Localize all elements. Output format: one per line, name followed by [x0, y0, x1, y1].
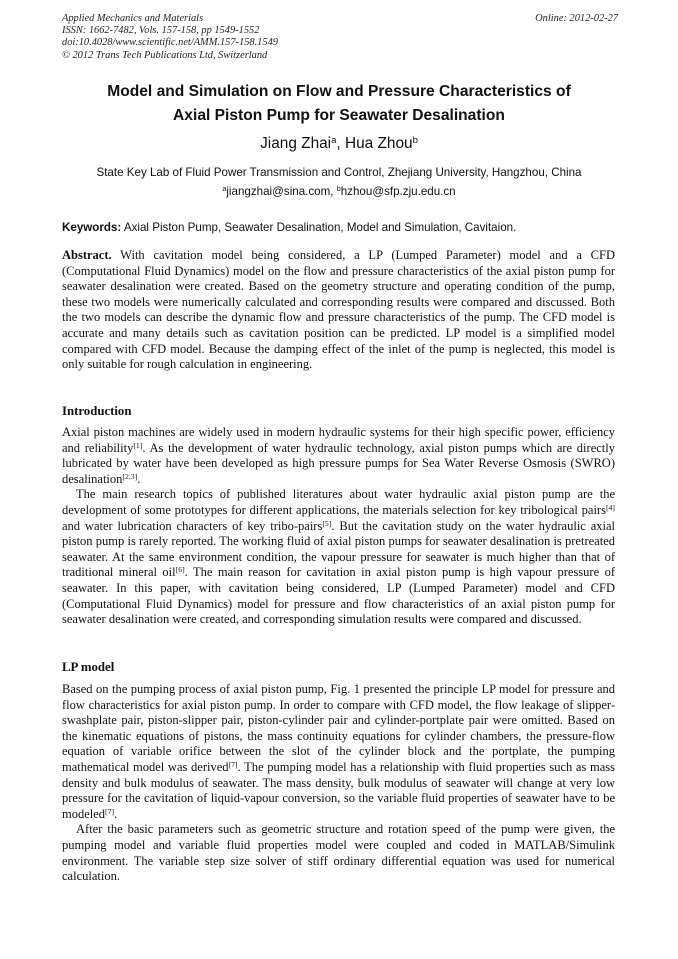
intro-p1-text-b: . As the development of water hydraulic technology, axial piston pumps which are directly lubricated by water have been developed as high pressure pumps for Sea Water Reverse Osmosis (SWRO) desalination: [62, 440, 615, 486]
citation[interactable]: [6]: [175, 565, 185, 575]
citation[interactable]: [4]: [605, 502, 615, 512]
intro-p1-text-c: .: [137, 471, 141, 486]
journal-name: Applied Mechanics and Materials: [62, 13, 204, 24]
online-date: Online: 2012-02-27: [535, 13, 618, 24]
intro-paragraph-1: [62, 425, 615, 487]
affiliation: State Key Lab of Fluid Power Transmission and Control, Zhejiang University, Hangzhou, China: [96, 166, 582, 179]
author-2: Hua Zhou: [344, 135, 413, 152]
paper-title: [40, 80, 638, 128]
intro-p2-text-a: The main research topics of published literatures about water hydraulic axial piston pump are the development of some prototypes for different applications, the materials selection for key tribological pairs: [62, 487, 615, 517]
intro-p2-text-b: and water lubrication characters of key tribo-pairs: [62, 518, 323, 533]
author-emails: [40, 182, 638, 202]
section-heading-lp-model: LP model: [62, 660, 115, 674]
section-heading-introduction: Introduction: [62, 404, 132, 418]
author-1: Jiang Zhai: [260, 135, 332, 152]
title-line-2: Axial Piston Pump for Seawater Desalination: [173, 107, 505, 124]
title-line-1: Model and Simulation on Flow and Pressure Characteristics of: [107, 83, 571, 100]
author-separator: ,: [336, 135, 345, 152]
abstract-label: Abstract.: [62, 248, 112, 262]
intro-p2-text-d: . The main reason for cavitation in axial piston pump is high vapour pressure of seawater. In this paper, with cavitation being considered, LP (Lumped Parameter) model and CFD (Computational Fluid Dynamics) model for pressure and flow characteristics of an axial piston pump for seawater desalination were created, and corresponding simulation results were compared and discussed.: [62, 565, 615, 627]
email-b-mark: b: [336, 184, 341, 194]
copyright-line: © 2012 Trans Tech Publications Ltd, Switzerland: [62, 49, 268, 61]
lp-paragraph-2: After the basic parameters such as geometric structure and rotation speed of the pump were given, the pumping model and variable fluid properties model were coupled and coded in MATLAB/Simulink environment. The variable step size solver of stiff ordinary differential equation was used for numerical calculation.: [62, 822, 615, 884]
intro-p2-text-c: . But the cavitation study on the water hydraulic axial piston pump is rarely reported. The working fluid of axial piston pumps for seawater desalination is pretreated seawater. At the same environment condition, the vapour pressure for seawater is much higher than that of traditional mineral oil: [62, 518, 616, 580]
lp-p1-text-c: .: [114, 806, 118, 821]
keywords-text: Axial Piston Pump, Seawater Desalination, Model and Simulation, Cavitaion.: [121, 221, 517, 234]
journal-header: [62, 13, 618, 62]
intro-p1-text-a: Axial piston machines are widely used in modern hydraulic systems for their high specific power, efficiency and reliability: [62, 425, 615, 455]
lp-p1-text-b: . The pumping model has a relationship with fluid properties such as mass density and bulk modulus of seawater. The mass density, bulk modulus of seawater will change at very low pressure for the cavitation of liquid-vapour conversion, so the variable fluid properties of seawater have to be modeled: [62, 759, 615, 821]
lp-p1-text-a: Based on the pumping process of axial piston pump, Fig. 1 presented the principle LP model for pressure and flow characteristics for axial piston pump. In order to compare with CFD model, the flow leakage of slipper-swashplate pair, piston-slipper pair, piston-cylinder pair and cylinder-portplate pair were omitted. Based on the kinematic equations of pistons, the mass continuity equations for cylinder chambers, the pressure-flow equation of variable orifice between the slot of the cylinder block and the portplate, the pumping mathematical model was derived: [62, 682, 615, 774]
lp-model-body: [62, 682, 615, 885]
keywords-label: Keywords:: [62, 221, 122, 234]
citation[interactable]: [7]: [228, 759, 238, 769]
author-1-mark: a: [331, 134, 337, 146]
abstract: [62, 248, 615, 373]
citation[interactable]: [7]: [105, 806, 115, 816]
introduction-body: [62, 425, 615, 628]
issn-line: ISSN: 1662-7482, Vols. 157-158, pp 1549-1552: [62, 25, 260, 37]
citation[interactable]: [2,3]: [122, 471, 138, 481]
keywords: [62, 218, 618, 238]
author-2-mark: b: [412, 134, 418, 146]
lp-paragraph-1: [62, 682, 615, 822]
email-a-mark: a: [222, 184, 227, 194]
abstract-paragraph: [62, 248, 615, 373]
citation[interactable]: [5]: [322, 518, 332, 528]
author-list: [40, 134, 638, 154]
doi-line[interactable]: doi:10.4028/www.scientific.net/AMM.157-158.1549: [62, 37, 278, 49]
email-b[interactable]: hzhou@sfp.zju.edu.cn: [340, 185, 456, 198]
citation[interactable]: [1]: [133, 440, 143, 450]
intro-paragraph-2: [62, 487, 615, 627]
email-a[interactable]: jiangzhai@sina.com,: [226, 185, 337, 198]
abstract-text: With cavitation model being considered, a LP (Lumped Parameter) model and a CFD (Computational Fluid Dynamics) model on the flow and pressure characteristics of the axial piston pump for seawater desalination were created. Based on the geometry structure and operating condition of the pump, these two models were numerically calculated and corresponding results were compared and discussed. Both the two models can describe the dynamic flow and pressure characteristics of the pump. The CFD model is accurate and many details such as cavitation position can be predicted. LP model is a simplified model compared with CFD model. Because the damping effect of the inlet of the pump is neglected, this model is only suitable for rough calculation in engineering.: [62, 248, 615, 372]
